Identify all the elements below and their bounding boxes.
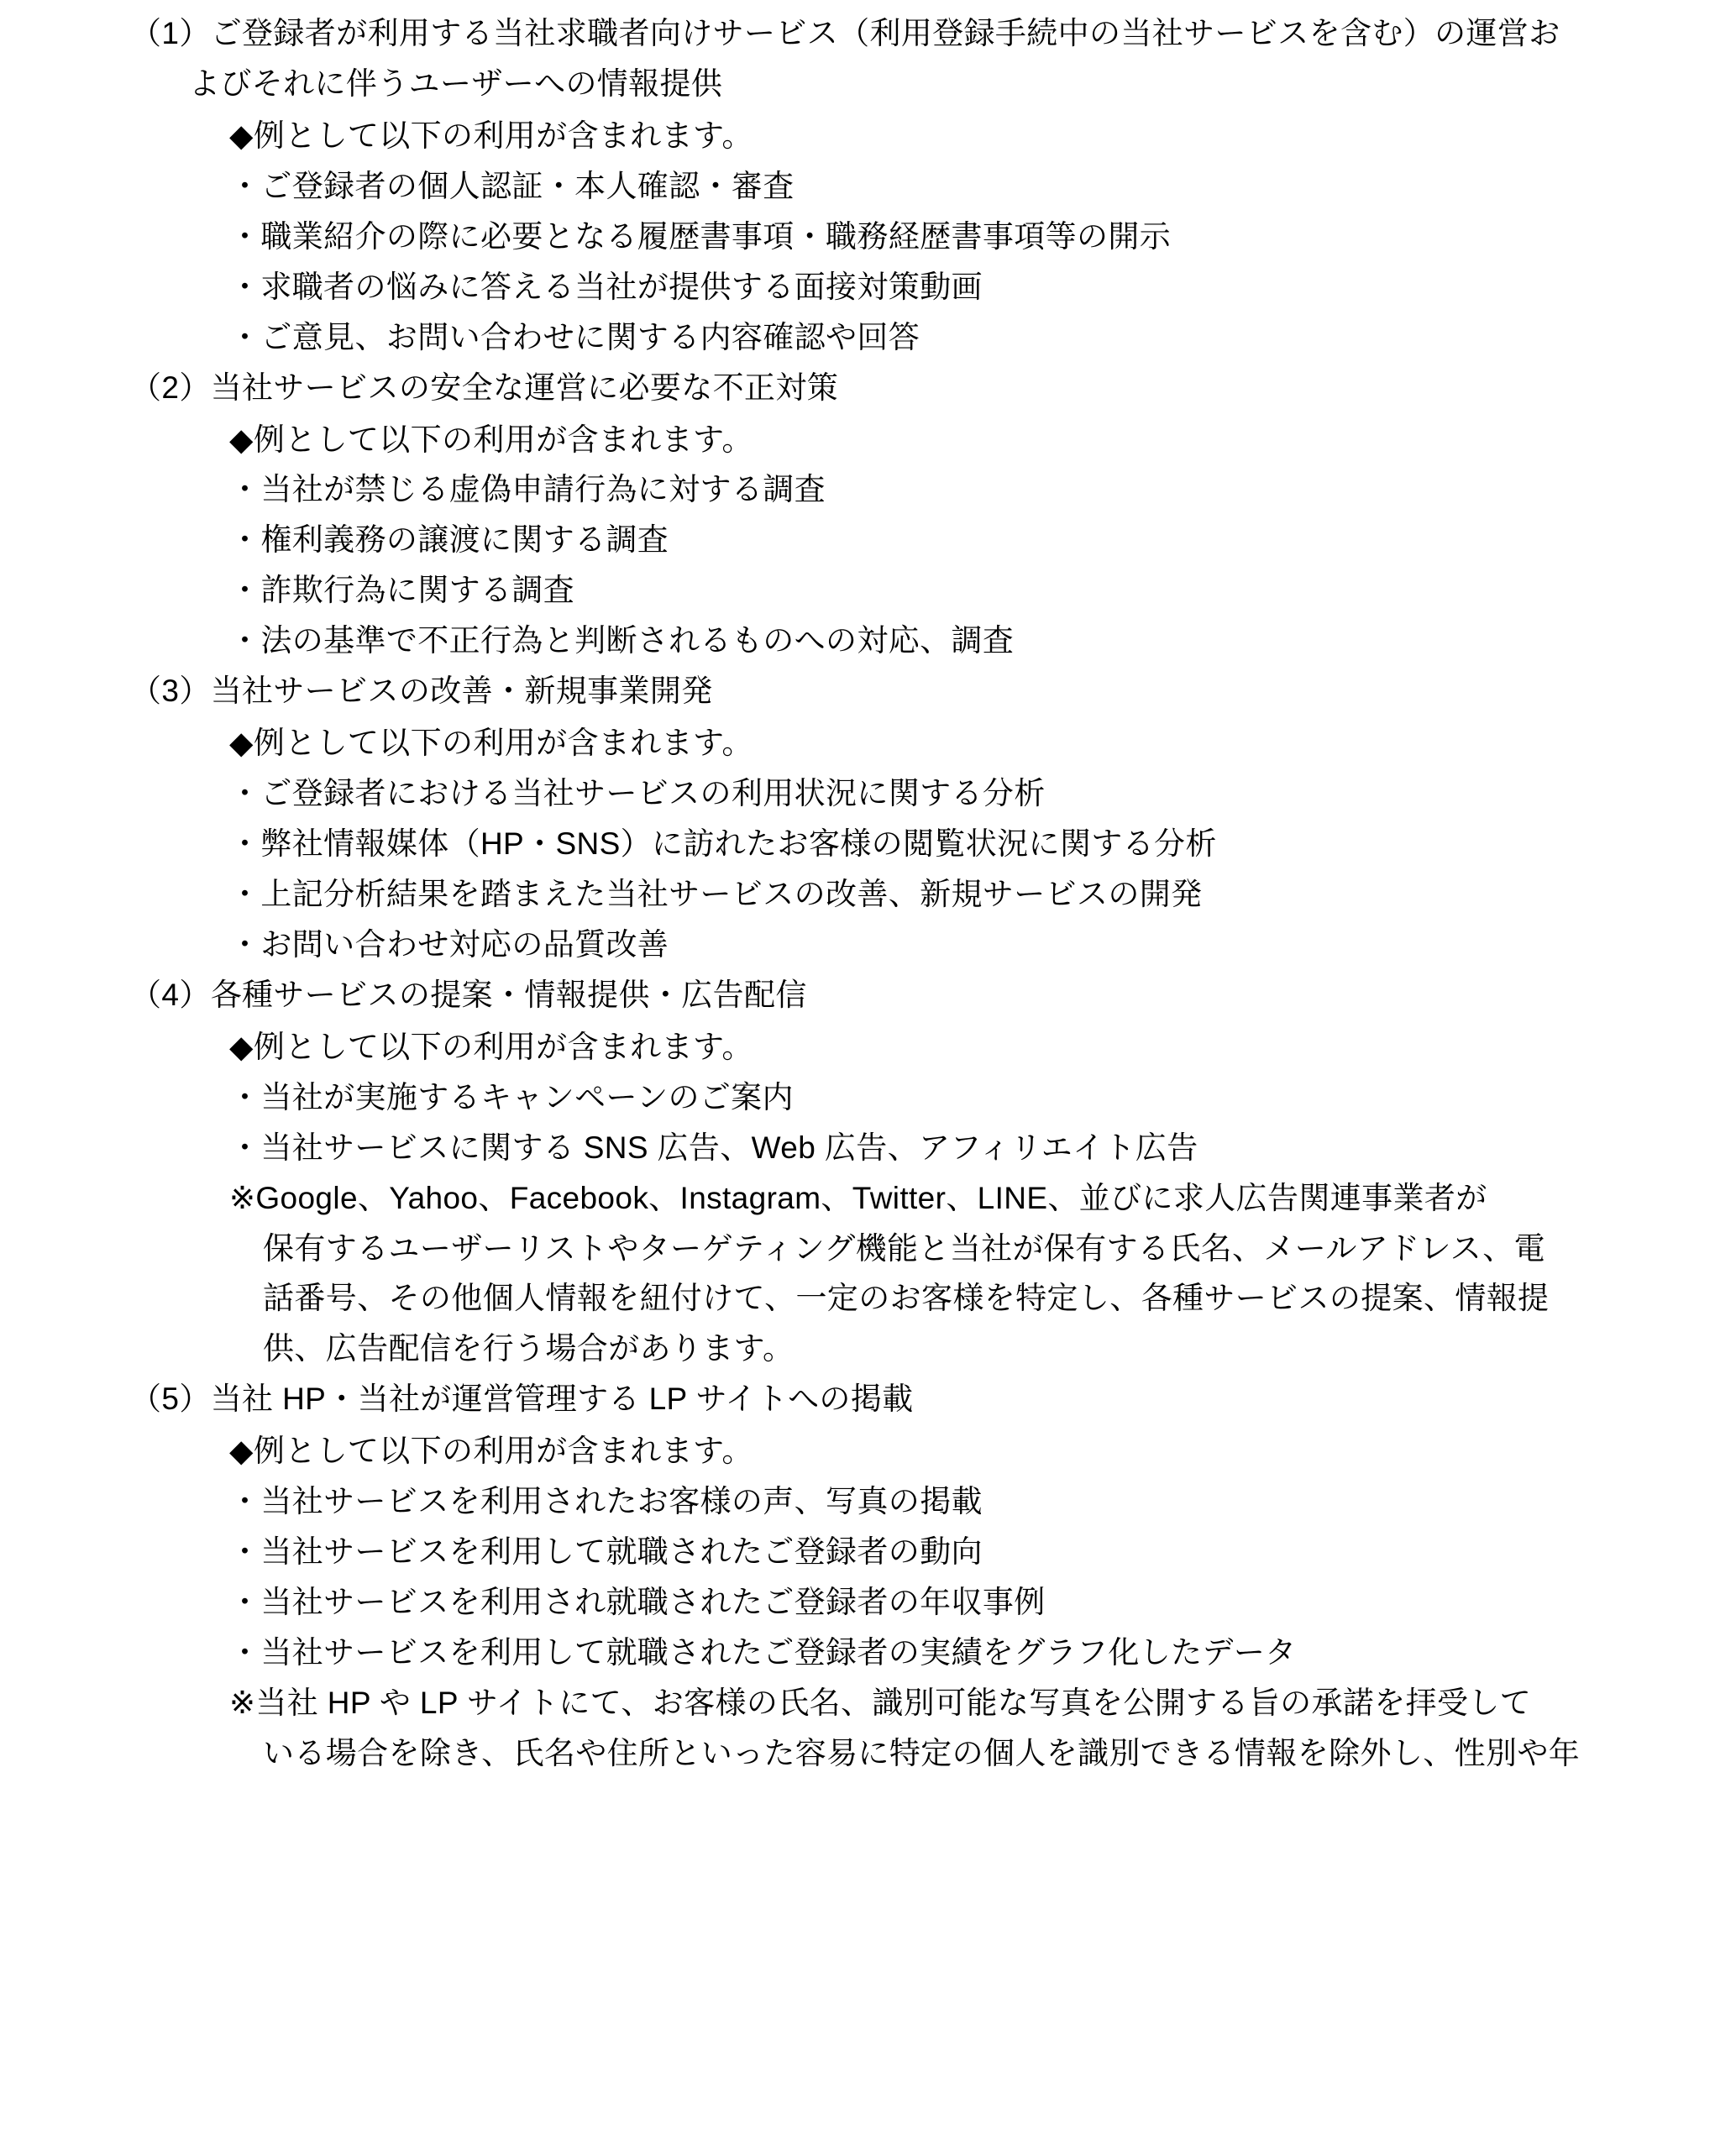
bullet-item: ・法の基準で不正行為と判断されるものへの対応、調査 (229, 623, 1015, 658)
section-note (130, 1173, 1627, 1375)
bullet-item: ・当社サービスを利用して就職されたご登録者の実績をグラフ化したデータ (229, 1635, 1297, 1670)
example-label: ◆例として以下の利用が含まれます。 (229, 1029, 753, 1064)
bullet-item: ・お問い合わせ対応の品質改善 (229, 926, 669, 962)
bullet-item: ・上記分析結果を踏まえた当社サービスの改善、新規サービスの開発 (229, 876, 1203, 911)
bullet-item: ・当社が禁じる虚偽申請行為に対する調査 (229, 472, 826, 507)
section-3 (130, 666, 1627, 970)
bullet-item: ・ご登録者の個人認証・本人確認・審査 (229, 168, 795, 203)
bullet-item: ・弊社情報媒体（HP・SNS）に訪れたお客様の閲覧状況に関する分析 (229, 826, 1217, 861)
section-heading-line1: 各種サービスの提案・情報提供・広告配信 (210, 977, 807, 1012)
section-heading-line2: よびそれに伴うユーザーへの情報提供 (189, 66, 723, 101)
bullet-item: ・当社サービスに関する SNS 広告、Web 広告、アフィリエイト広告 (229, 1130, 1198, 1165)
bullet-item: ・職業紹介の際に必要となる履歴書事項・職務経歴書事項等の開示 (229, 218, 1172, 254)
section-heading (130, 970, 1627, 1020)
section-number: （3） (130, 674, 211, 709)
section-heading-line1: 当社サービスの安全な運営に必要な不正対策 (210, 370, 839, 405)
bullet-item: ・当社サービスを利用して就職されたご登録者の動向 (229, 1534, 983, 1570)
bullet-item: ・当社が実施するキャンペーンのご案内 (229, 1079, 794, 1114)
note-line4: 供、広告配信を行う場合があります。 (263, 1331, 795, 1366)
bullet-item: ・ご意見、お問い合わせに関する内容確認や回答 (229, 319, 920, 354)
section-heading-line1: 当社 HP・当社が運営管理する LP サイトへの掲載 (210, 1382, 914, 1417)
section-2 (130, 363, 1627, 667)
example-label: ◆例として以下の利用が含まれます。 (229, 118, 753, 153)
section-note (130, 1678, 1627, 1779)
example-label: ◆例として以下の利用が含まれます。 (229, 1434, 753, 1469)
note-line2: 保有するユーザーリストやターゲティング機能と当社が保有する氏名、メールアドレス、電 (263, 1230, 1545, 1266)
note-line2: いる場合を除き、氏名や住所といった容易に特定の個人を識別できる情報を除外し、性別や年 (263, 1735, 1581, 1770)
section-5 (130, 1374, 1627, 1779)
bullet-item: ・詐欺行為に関する調査 (229, 573, 575, 608)
section-number: （4） (130, 977, 211, 1012)
note-line3: 話番号、その他個人情報を紐付けて、一定のお客様を特定し、各種サービスの提案、情報提 (263, 1281, 1550, 1316)
section-number: （2） (130, 370, 211, 405)
note-line1: ※Google、Yahoo、Facebook、Instagram、Twitter、LINE、並びに求人広告関連事業者が (229, 1180, 1487, 1215)
section-heading (130, 666, 1627, 716)
section-4 (130, 970, 1627, 1375)
section-heading (130, 8, 1627, 109)
example-label: ◆例として以下の利用が含まれます。 (229, 422, 753, 457)
bullet-item: ・権利義務の譲渡に関する調査 (229, 522, 669, 558)
bullet-item: ・当社サービスを利用されたお客様の声、写真の掲載 (229, 1484, 983, 1519)
section-heading-line1: ご登録者が利用する当社求職者向けサービス（利用登録手続中の当社サービスを含む）の運営お (210, 16, 1560, 50)
bullet-item: ・当社サービスを利用され就職されたご登録者の年収事例 (229, 1585, 1046, 1620)
section-number: （1） (130, 16, 211, 50)
bullet-item: ・求職者の悩みに答える当社が提供する面接対策動画 (229, 269, 983, 304)
section-1 (130, 8, 1627, 363)
section-heading-line1: 当社サービスの改善・新規事業開発 (210, 674, 713, 709)
section-heading (130, 1374, 1627, 1424)
section-heading (130, 363, 1627, 413)
bullet-item: ・ご登録者における当社サービスの利用状況に関する分析 (229, 776, 1046, 811)
section-number: （5） (130, 1382, 211, 1417)
example-label: ◆例として以下の利用が含まれます。 (229, 726, 753, 761)
note-line1: ※当社 HP や LP サイトにて、お客様の氏名、識別可能な写真を公開する旨の承諾を拝受して (229, 1685, 1532, 1720)
